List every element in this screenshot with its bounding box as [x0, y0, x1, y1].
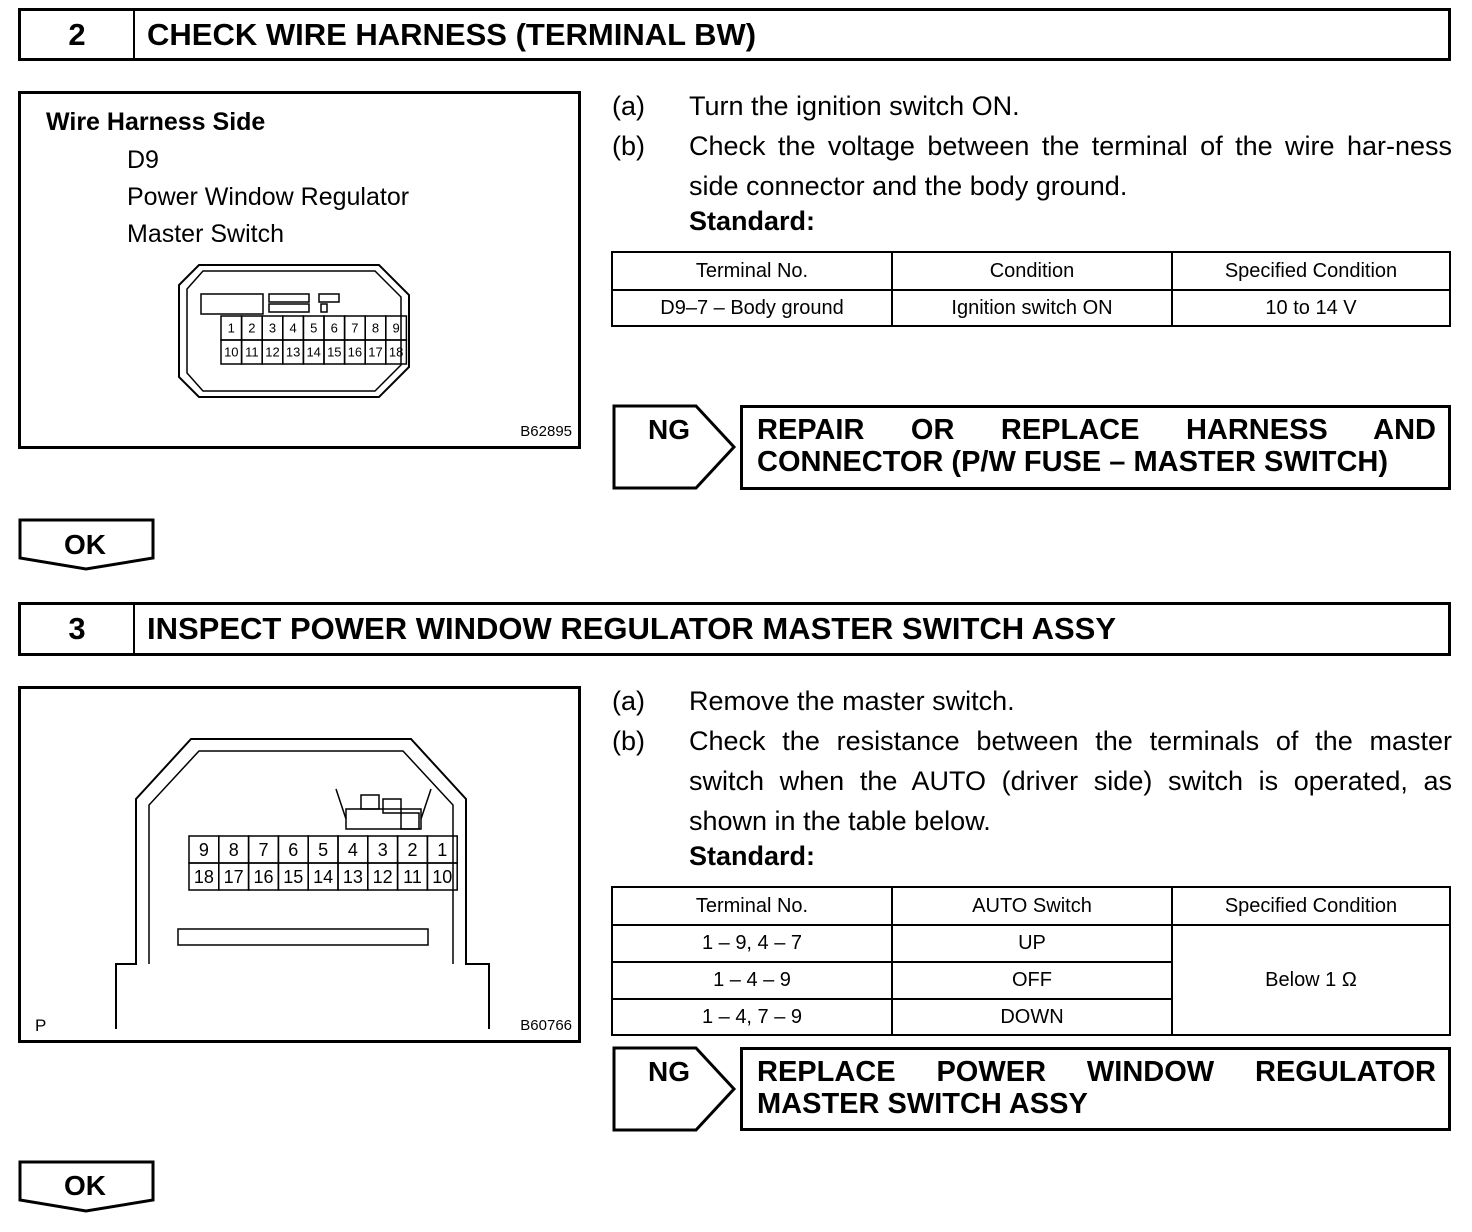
table-header: Terminal No.: [612, 887, 892, 925]
pin-number: 15: [283, 866, 304, 887]
pin-number: 12: [372, 866, 393, 887]
table-cell: 10 to 14 V: [1172, 290, 1450, 326]
pin-number: 12: [265, 344, 280, 360]
table-cell: 1 – 4, 7 – 9: [612, 999, 892, 1035]
pin-number: 11: [403, 866, 422, 887]
pin-number: 3: [268, 320, 277, 336]
figure-heading: Wire Harness Side: [46, 108, 266, 136]
pin-number: 8: [228, 839, 239, 860]
table-cell: UP: [892, 925, 1172, 962]
table-row: [612, 925, 1450, 962]
pin-number: 13: [285, 344, 301, 360]
voltage-spec-table: [611, 251, 1451, 327]
table-cell: D9–7 – Body ground: [612, 290, 892, 326]
ng-label: NG: [648, 1056, 690, 1087]
table-header: Specified Condition: [1172, 252, 1450, 290]
figure-component-name-2: Master Switch: [127, 220, 284, 248]
pin-number: 5: [310, 320, 318, 336]
table-cell: DOWN: [892, 999, 1172, 1035]
table-header: Specified Condition: [1172, 887, 1450, 925]
table-cell: OFF: [892, 962, 1172, 999]
pin-number: 16: [347, 344, 363, 360]
step-label: (b): [612, 726, 645, 756]
figure-connector-code: D9: [127, 146, 159, 174]
step-3b: [612, 721, 1452, 841]
pin-number: 3: [377, 839, 388, 860]
wire-harness-figure: [18, 91, 581, 449]
pin-number: 18: [388, 344, 404, 360]
figure-component-name: Power Window Regulator: [127, 183, 410, 211]
section-3-header: [18, 602, 1451, 656]
section-3-number: 3: [21, 605, 135, 653]
ng-action-box: [740, 405, 1451, 490]
pin-number: 7: [351, 320, 359, 336]
step-label: (a): [612, 686, 645, 716]
figure-corner-label: P: [35, 1016, 47, 1035]
figure-code: B62895: [520, 423, 572, 440]
pin-number: 6: [330, 320, 338, 336]
standard-label: Standard:: [689, 841, 816, 871]
pin-number: 10: [432, 866, 453, 887]
section-2-header: [18, 8, 1451, 61]
ng-action-line: CONNECTOR (P/W FUSE – MASTER SWITCH): [757, 446, 1389, 478]
ng-action-line: MASTER SWITCH ASSY: [757, 1088, 1088, 1120]
pin-number: 16: [253, 866, 274, 887]
pin-number: 9: [198, 839, 209, 860]
pin-number: 13: [342, 866, 363, 887]
table-cell-merged: Below 1 Ω: [1172, 925, 1450, 1035]
pin-number: 7: [258, 839, 269, 860]
step-label: (b): [612, 131, 645, 161]
step-text: Remove the master switch.: [689, 686, 1015, 716]
table-header: AUTO Switch: [892, 887, 1172, 925]
ok-label: OK: [64, 529, 106, 560]
pin-number: 4: [289, 320, 297, 336]
pin-number: 17: [223, 866, 244, 887]
standard-label: Standard:: [689, 206, 816, 236]
d9-connector-diagram: [171, 259, 411, 404]
pin-number: 1: [227, 320, 235, 336]
table-cell: Ignition switch ON: [892, 290, 1172, 326]
step-text: Turn the ignition switch ON.: [689, 91, 1020, 121]
pin-number: 10: [224, 344, 239, 360]
step-label: (a): [612, 91, 645, 121]
ng-label: NG: [648, 414, 690, 445]
pin-number: 8: [371, 320, 380, 336]
resistance-spec-table: [611, 886, 1451, 1036]
table-header: Terminal No.: [612, 252, 892, 290]
pin-number: 15: [327, 344, 342, 360]
figure-code: B60766: [520, 1017, 572, 1034]
section-2-number: 2: [21, 11, 135, 58]
pin-number: 1: [437, 839, 448, 860]
table-cell: 1 – 4 – 9: [612, 962, 892, 999]
section-2-title: CHECK WIRE HARNESS (TERMINAL BW): [147, 16, 757, 52]
pin-number: 4: [347, 839, 358, 860]
pin-number: 14: [313, 866, 334, 887]
section-3-title: INSPECT POWER WINDOW REGULATOR MASTER SWITCH ASSY: [147, 611, 1117, 646]
pin-number: 2: [248, 320, 256, 336]
step-2a: [612, 86, 1452, 126]
ng-action-line: REPAIR OR REPLACE HARNESS AND: [757, 414, 1436, 446]
pin-number: 11: [245, 344, 259, 360]
master-switch-connector-diagram: [111, 729, 501, 1029]
step-2b: [612, 126, 1452, 206]
step-text: Check the voltage between the terminal of the wire har-ness side connector and the body ground.: [689, 131, 1452, 201]
pin-number: 2: [407, 839, 418, 860]
table-cell: 1 – 9, 4 – 7: [612, 925, 892, 962]
step-text: Check the resistance between the terminals of the master switch when the AUTO (driver side) switch is operated, as shown in the table below.: [689, 726, 1452, 836]
pin-number: 14: [306, 344, 321, 360]
ok-label: OK: [64, 1170, 106, 1201]
ng-action-box: [740, 1047, 1451, 1131]
table-header: Condition: [892, 252, 1172, 290]
pin-number: 5: [318, 839, 329, 860]
pin-number: 18: [193, 866, 214, 887]
ng-action-line: REPLACE POWER WINDOW REGULATOR: [757, 1056, 1436, 1088]
master-switch-figure: [18, 686, 581, 1043]
pin-number: 9: [392, 320, 400, 336]
table-row: [612, 290, 1450, 326]
step-3a: [612, 681, 1452, 721]
pin-number: 17: [368, 344, 383, 360]
pin-number: 6: [288, 839, 299, 860]
